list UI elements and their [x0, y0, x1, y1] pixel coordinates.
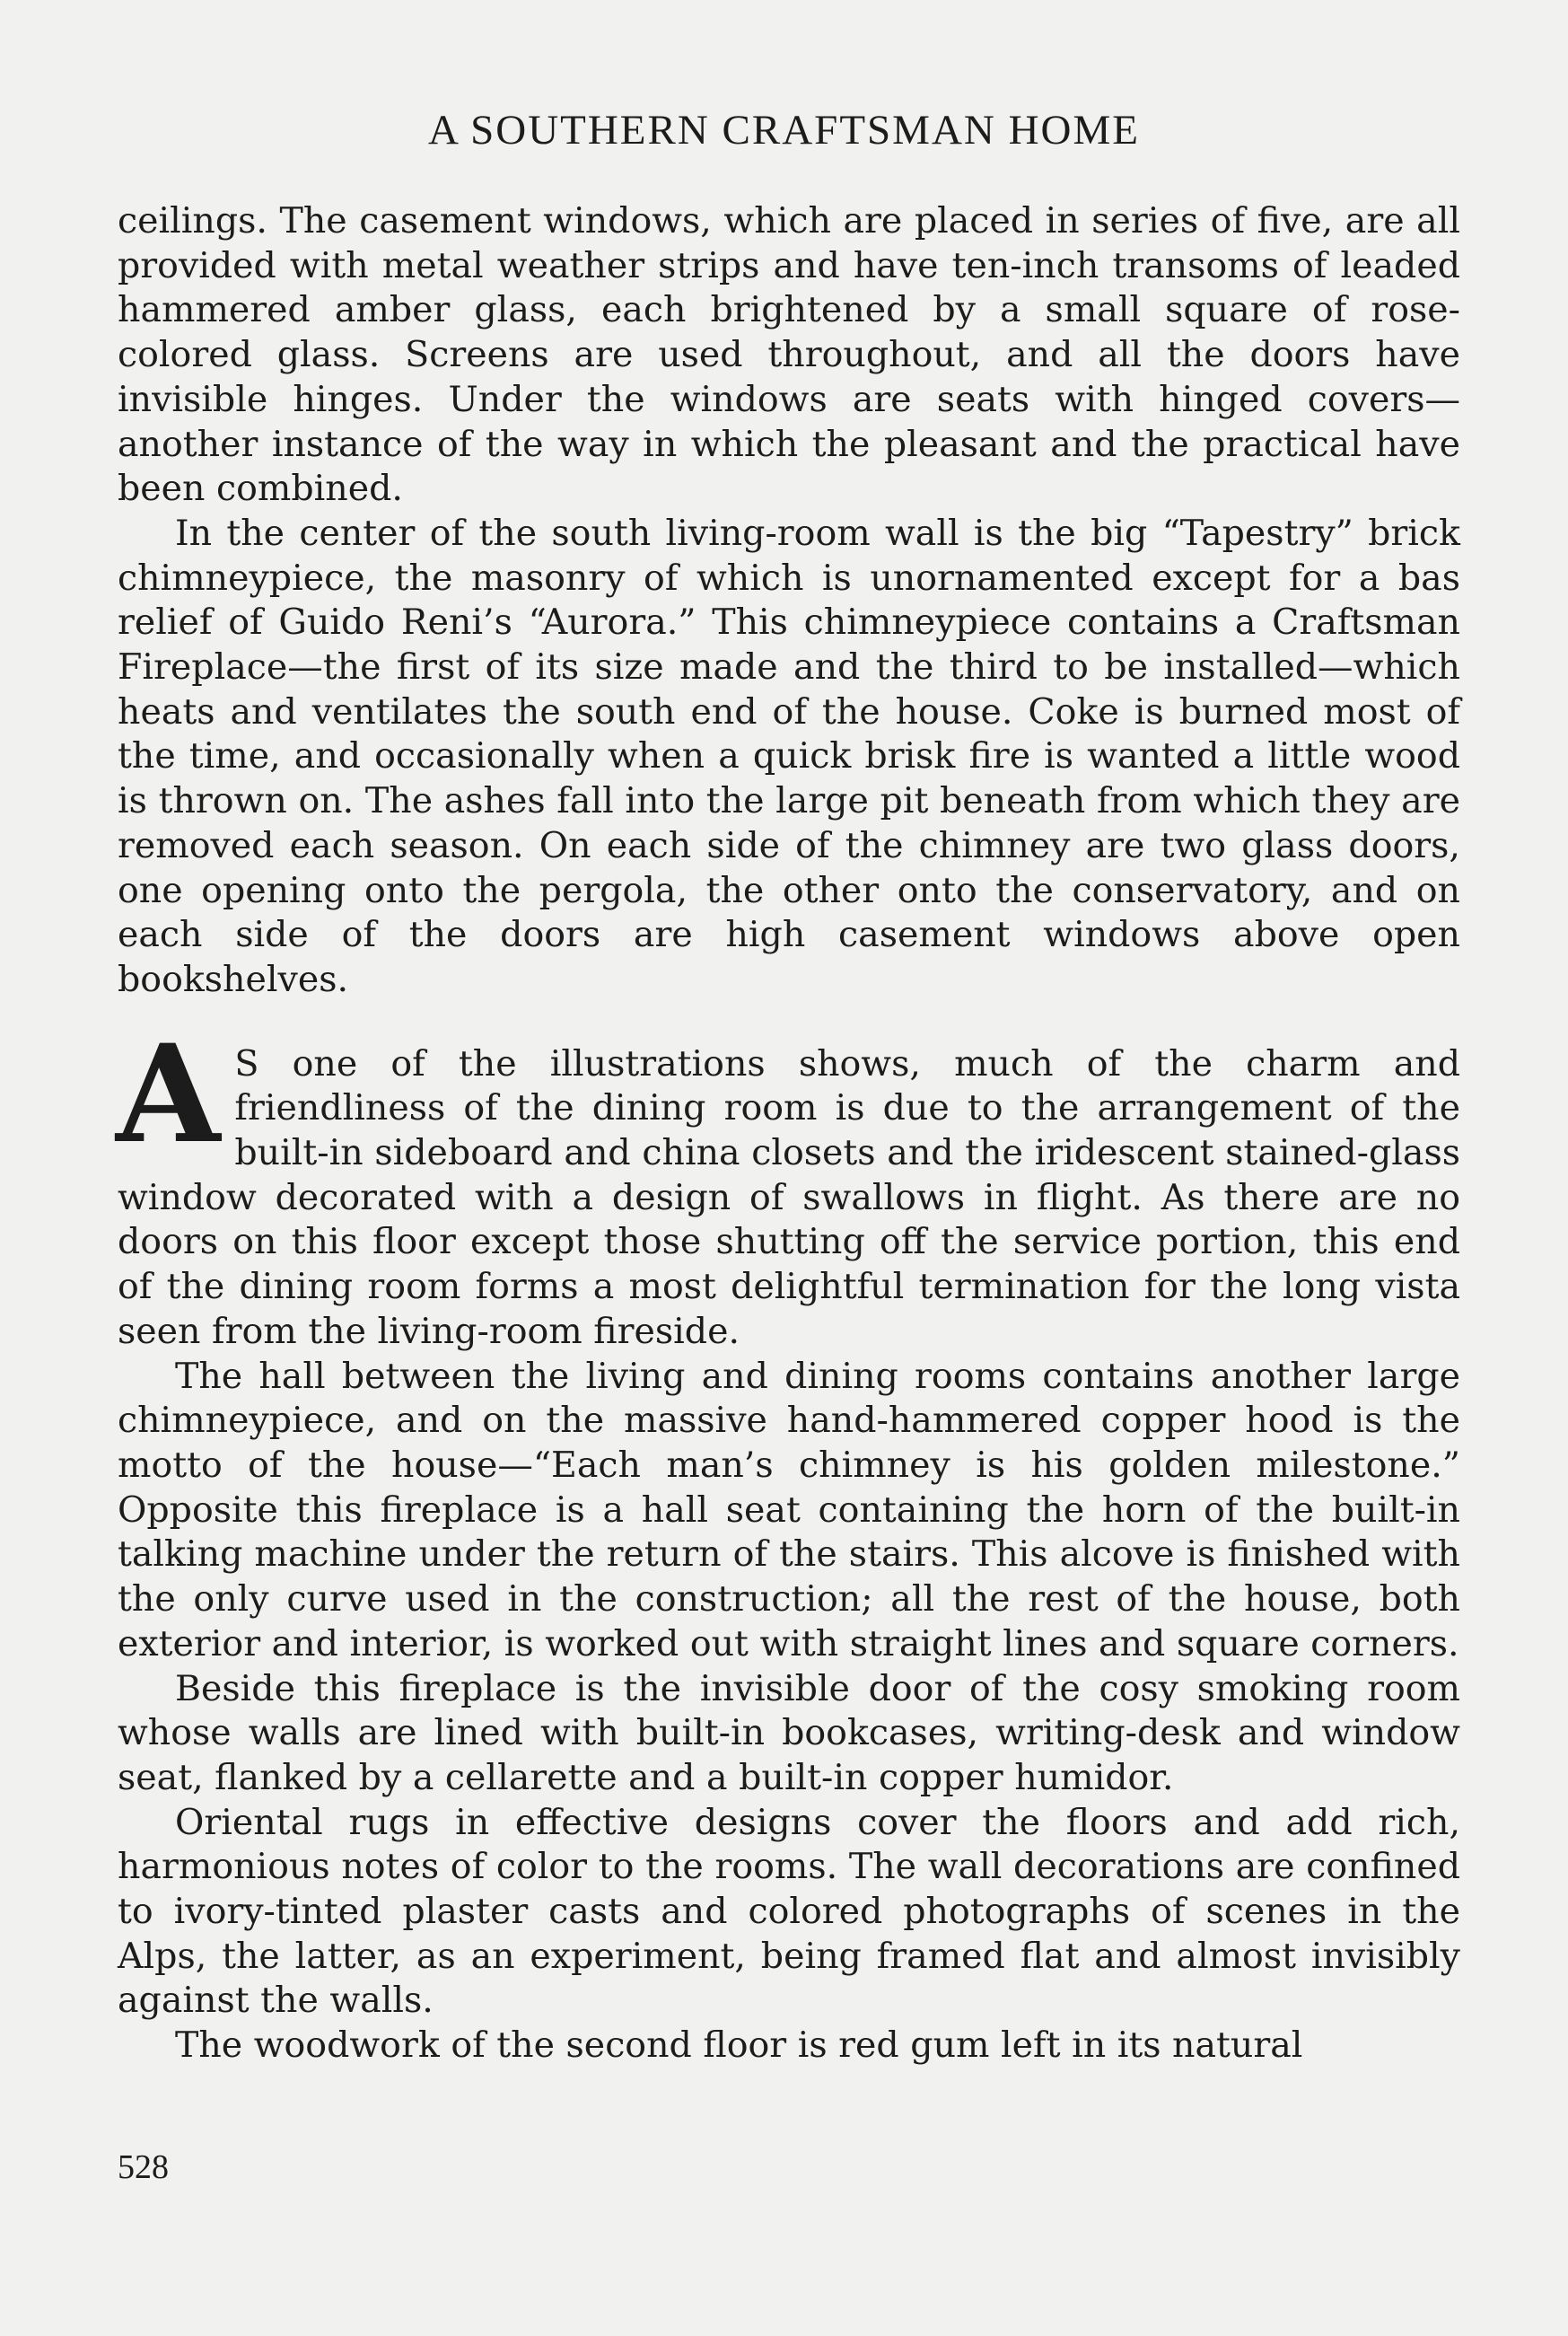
drop-cap: A: [116, 1014, 221, 1173]
paragraph-hall: The hall between the living and dining rooms contains another large chimneypiece, and on the massive hand-hammered copper hood is the motto of the house—“Each man’s chimney is his golden milestone.” Opposite this fireplace is a hall seat containing the horn of the built-in talking machine under the return of the stairs. This alcove is finished with the only curve used in the construction; all the rest of the house, both exterior and interior, is worked out with straight lines and square corners.: [118, 1355, 1460, 1664]
body-text: [118, 199, 1460, 2068]
section-break: [118, 1003, 1460, 1042]
paragraph-rugs: Oriental rugs in effective designs cover the floors and add rich, harmonious notes of color to the rooms. The wall decorations are confined to ivory-tinted plaster casts and colored photographs of scenes in the Alps, the latter, as an experiment, being framed flat and almost invisibly against the walls.: [118, 1801, 1460, 2022]
running-head: A SOUTHERN CRAFTSMAN HOME: [428, 107, 1140, 154]
page-number: 528: [118, 2148, 169, 2186]
paragraph-chimneypiece: In the center of the south living-room wall is the big “Tapestry” brick chimneypiece, the masonry of which is unornamented except for a bas relief of Guido Reni’s “Aurora.” This chimneypiece contains a Craftsman Fireplace—the first of its size made and the third to be installed—which heats and ventilates the south end of the house. Coke is burned most of the time, and occasionally when a quick brisk fire is wanted a little wood is thrown on. The ashes fall into the large pit beneath from which they are removed each season. On each side of the chimney are two glass doors, one opening onto the pergola, the other onto the conservatory, and on each side of the doors are high casement windows above open bookshelves.: [118, 512, 1460, 1000]
paragraph-smoking-room: Beside this fireplace is the invisible door of the cosy smoking room whose walls are lined with built-in bookcases, writing-desk and window seat, flanked by a cellarette and a built-in copper humidor.: [118, 1667, 1460, 1798]
paragraph-woodwork: The woodwork of the second floor is red gum left in its natural: [175, 2024, 1303, 2067]
paragraph-dining-room-text: S one of the illustrations shows, much of the charm and friendliness of the dining room is due to the arrangement of the built-in sideboard and china closets and the iridescent stained-glass window decorated with a design of swallows in flight. As there are no doors on this floor except those shutting off the service portion, this end of the dining room forms a most delightful termination for the long vista seen from the living-room fireside.: [118, 1042, 1460, 1352]
paragraph-dining-room: [116, 1014, 1460, 1355]
paragraph-continued: ceilings. The casement windows, which are placed in series of five, are all provided with metal weather strips and have ten-inch transoms of leaded hammered amber glass, each brightened by a small square of rose-colored glass. Screens are used throughout, and all the doors have invisible hinges. Under the windows are seats with hinged covers—another instance of the way in which the pleasant and the practical have been combined.: [118, 200, 1460, 510]
